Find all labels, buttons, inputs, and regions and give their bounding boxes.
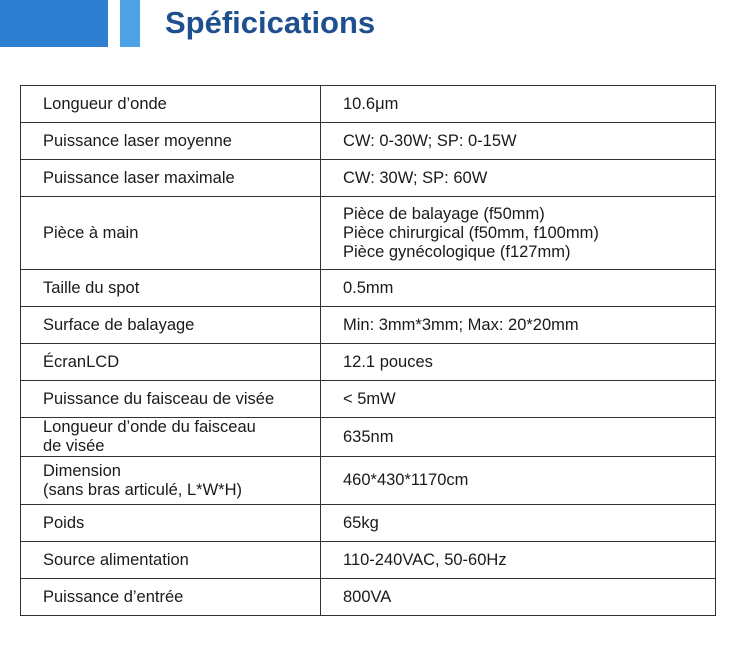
- spec-value: 12.1 pouces: [321, 344, 716, 381]
- spec-label-line: Dimension: [43, 461, 121, 480]
- spec-label: Puissance laser maximale: [21, 160, 321, 197]
- spec-label: Surface de balayage: [21, 307, 321, 344]
- spec-label: Longueur d’onde: [21, 86, 321, 123]
- spec-label: [21, 457, 321, 505]
- spec-value: [321, 197, 716, 270]
- spec-value: CW: 30W; SP: 60W: [321, 160, 716, 197]
- spec-value: 65kg: [321, 505, 716, 542]
- spec-label: [21, 418, 321, 457]
- spec-label: Poids: [21, 505, 321, 542]
- spec-label: Source alimentation: [21, 542, 321, 579]
- spec-value: 110-240VAC, 50-60Hz: [321, 542, 716, 579]
- table-row: [21, 505, 716, 542]
- spec-value: 635nm: [321, 418, 716, 457]
- table-row: [21, 270, 716, 307]
- spec-value: Min: 3mm*3mm; Max: 20*20mm: [321, 307, 716, 344]
- spec-label: Puissance laser moyenne: [21, 123, 321, 160]
- spec-value: 10.6μm: [321, 86, 716, 123]
- spec-label-line: (sans bras articulé, L*W*H): [43, 480, 242, 499]
- table-row: [21, 418, 716, 457]
- spec-label-line: de visée: [43, 437, 105, 455]
- spec-value: < 5mW: [321, 381, 716, 418]
- table-row: [21, 86, 716, 123]
- spec-value: 460*430*1170cm: [321, 457, 716, 505]
- spec-value: 0.5mm: [321, 270, 716, 307]
- header-accent-stripe: [120, 0, 140, 47]
- spec-label: Pièce à main: [21, 197, 321, 270]
- spec-label: Taille du spot: [21, 270, 321, 307]
- table-row: [21, 197, 716, 270]
- table-row: [21, 307, 716, 344]
- spec-label: Puissance d’entrée: [21, 579, 321, 616]
- table-row: [21, 344, 716, 381]
- spec-value: 800VA: [321, 579, 716, 616]
- spec-label: ÉcranLCD: [21, 344, 321, 381]
- spec-value-line: Pièce chirurgical (f50mm, f100mm): [343, 223, 599, 242]
- spec-value: CW: 0-30W; SP: 0-15W: [321, 123, 716, 160]
- spec-value-line: Pièce gynécologique (f127mm): [343, 242, 571, 261]
- table-row: [21, 123, 716, 160]
- page-title: Spéficications: [165, 5, 376, 40]
- spec-value-line: Pièce de balayage (f50mm): [343, 204, 545, 223]
- spec-label-line: Longueur d’onde du faisceau: [43, 418, 256, 436]
- header-accent-bar: [0, 0, 108, 47]
- spec-label: Puissance du faisceau de visée: [21, 381, 321, 418]
- table-row: [21, 457, 716, 505]
- specifications-table: [20, 85, 716, 616]
- table-row: [21, 160, 716, 197]
- table-row: [21, 542, 716, 579]
- table-row: [21, 381, 716, 418]
- table-row: [21, 579, 716, 616]
